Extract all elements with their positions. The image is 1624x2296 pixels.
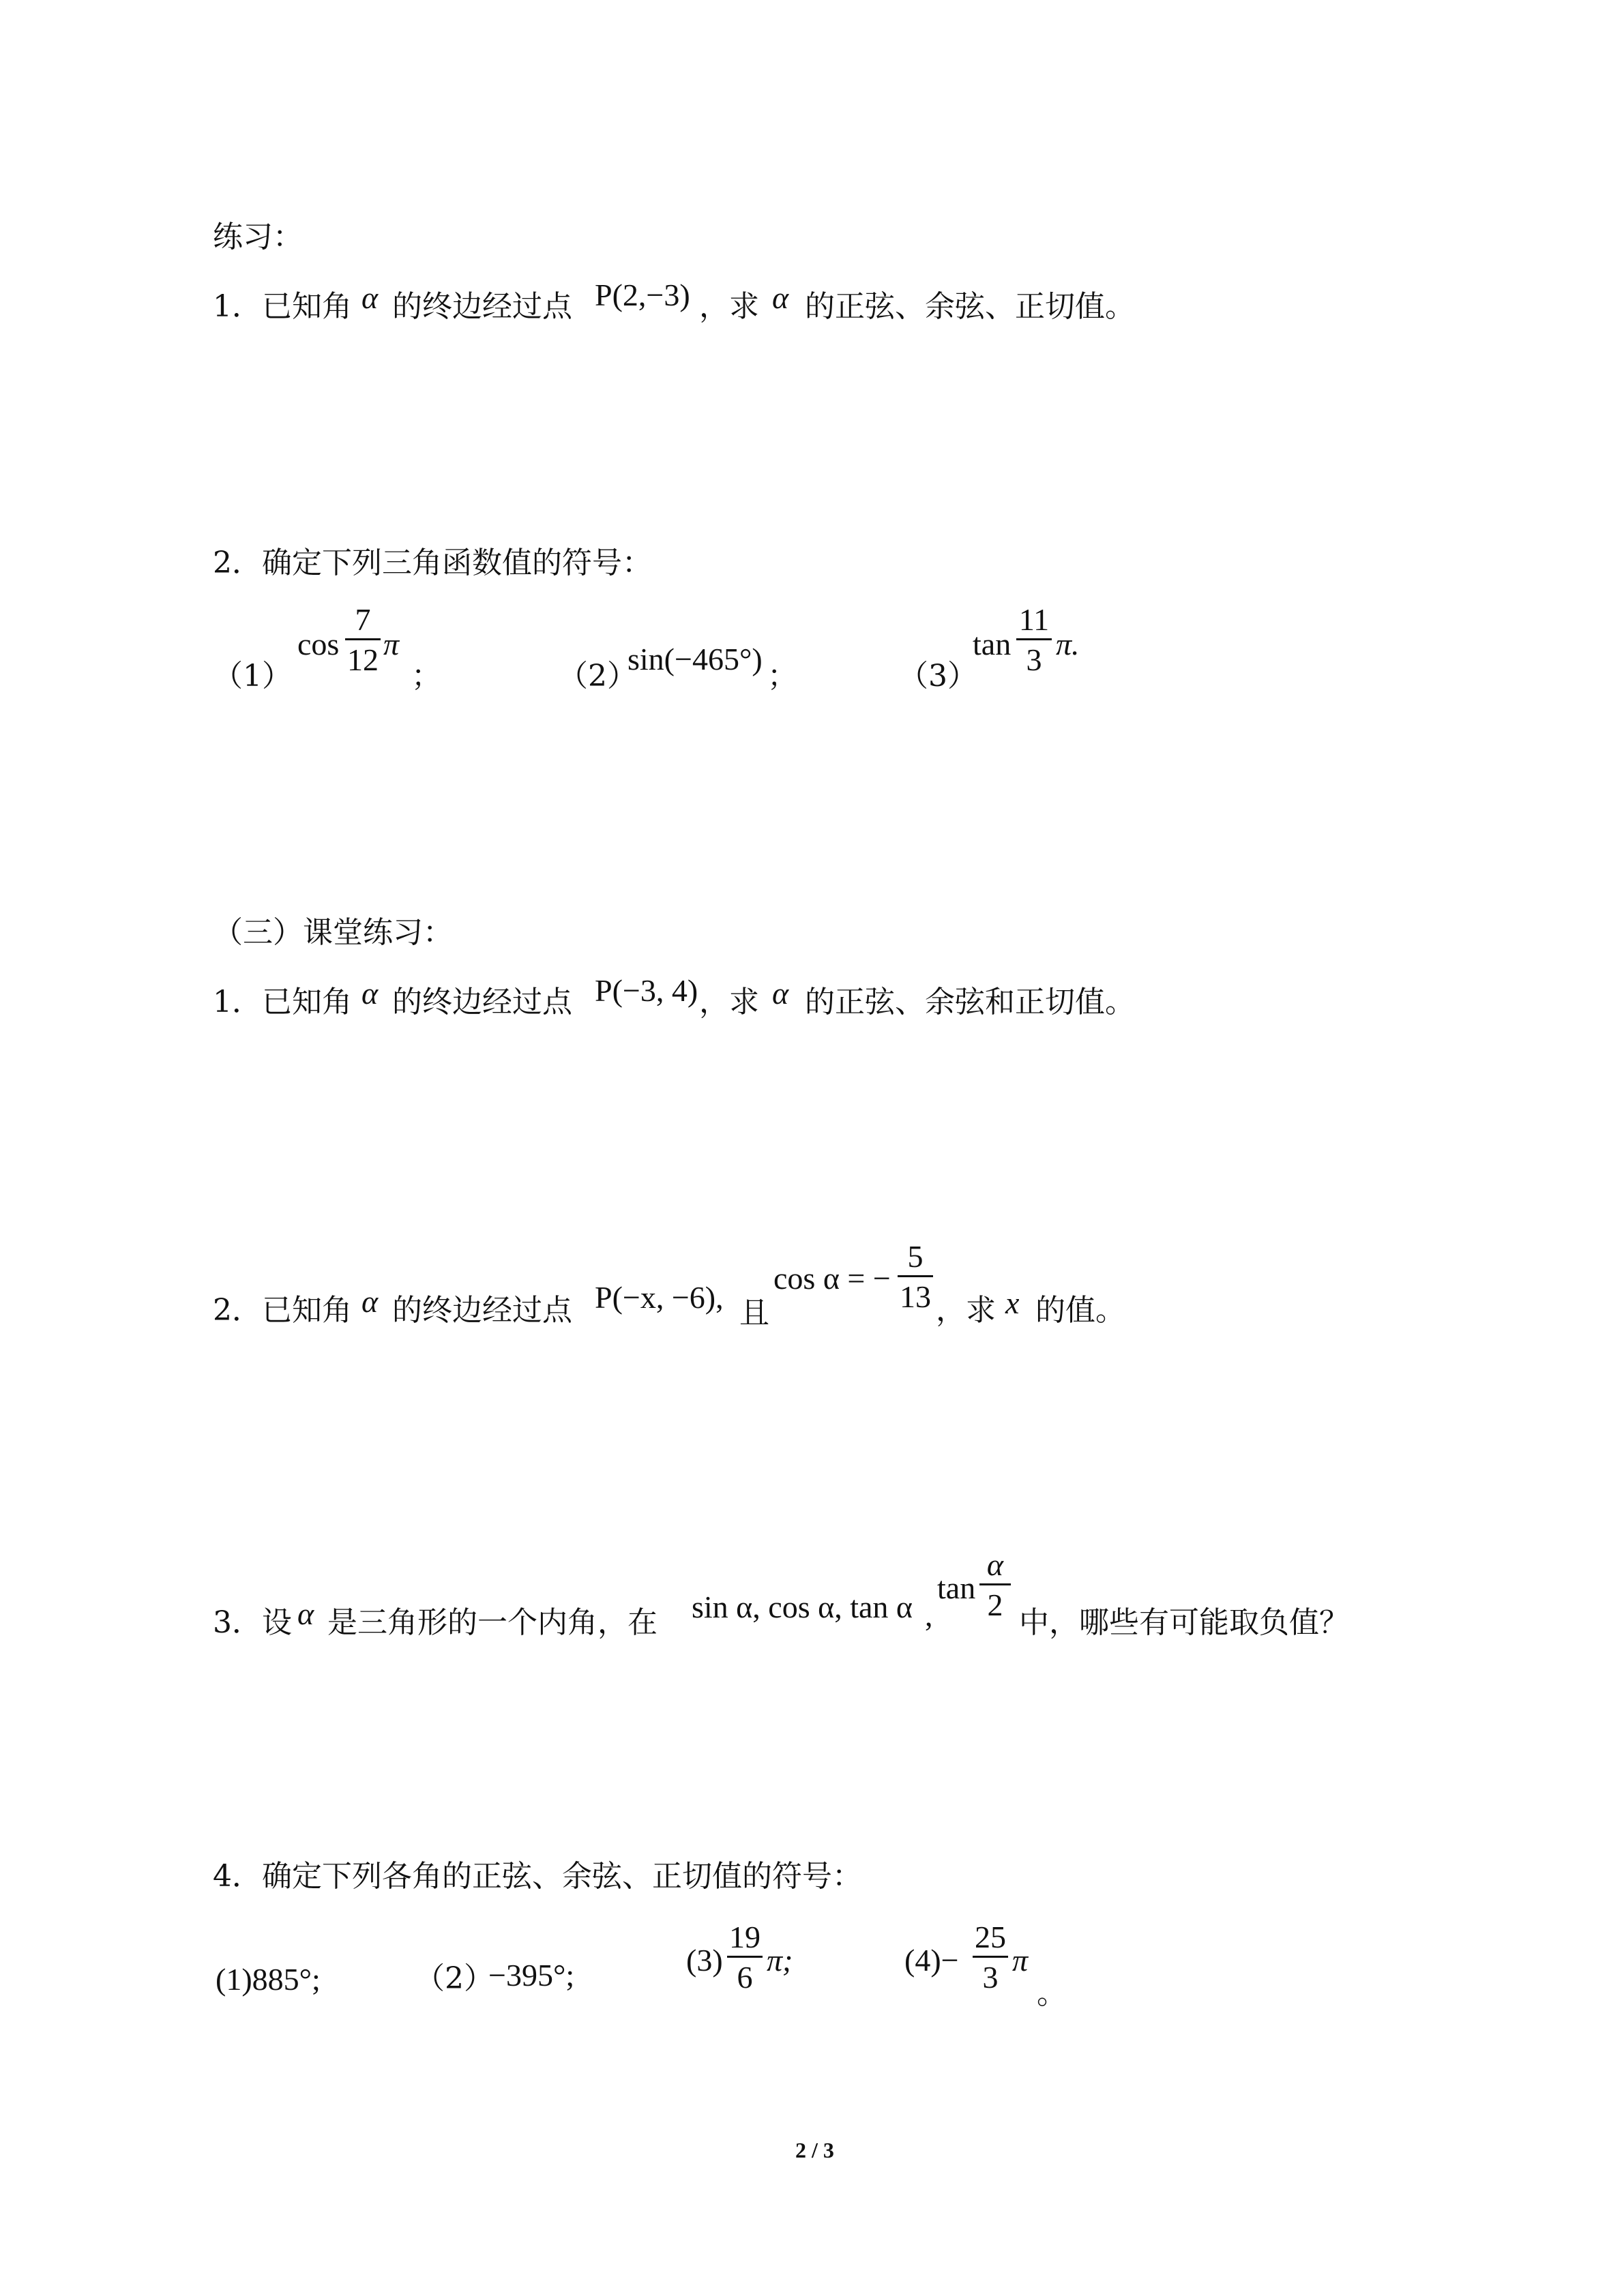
fraction-bar (979, 1583, 1011, 1585)
point-p: P(−3, 4) (595, 973, 698, 1008)
trig-list: sin α, cos α, tan α (692, 1590, 913, 1624)
func-name: cos (297, 627, 340, 661)
separator: ； (767, 659, 797, 694)
fraction (973, 1922, 1008, 1993)
fraction (345, 604, 381, 676)
fraction-numerator: 25 (975, 1920, 1006, 1954)
class-q1-comma: ，求 (699, 985, 759, 1019)
class-q2-mid: 的终边经过点 (392, 1293, 572, 1328)
class-q4-text: 4．确定下列各角的正弦、余弦、正切值的符号： (213, 1859, 862, 1894)
class-q2-prefix: 2．已知角 (213, 1293, 352, 1328)
fraction (1016, 604, 1052, 676)
class-q1-tail: 的正弦、余弦和正切值。 (805, 985, 1135, 1019)
pi-symbol: π (383, 627, 400, 661)
practice-q1-tail: 的正弦、余弦、正切值。 (805, 289, 1135, 324)
fraction-bar (973, 1956, 1008, 1958)
fraction (727, 1922, 763, 1993)
item-label: （2） (558, 659, 637, 694)
pi-symbol: π; (767, 1943, 793, 1978)
class-practice-heading: （三）课堂练习： (213, 915, 453, 950)
alpha-symbol: α (361, 976, 379, 1011)
fraction-numerator: 11 (1018, 602, 1050, 637)
comma: , (925, 1598, 933, 1632)
math-expr: −395°; (488, 1958, 575, 1993)
class-q3-mid: 是三角形的一个内角，在 (327, 1605, 658, 1640)
fraction-denominator: 12 (347, 642, 379, 677)
item-label: (3) (686, 1943, 723, 1978)
math-expr: sin(−465°) (628, 642, 763, 676)
practice-q1-prefix: 1．已知角 (213, 289, 352, 324)
item-label: (1)885°; (216, 1962, 321, 1997)
fraction-bar (1016, 638, 1052, 640)
fraction-denominator: 3 (982, 1960, 999, 1995)
item-label: （3） (898, 659, 977, 694)
func-name: tan (973, 627, 1012, 661)
fraction-bar (898, 1275, 933, 1277)
fraction-denominator: 2 (987, 1587, 1003, 1622)
alpha-symbol: α (772, 280, 789, 315)
page-number: 2 / 3 (795, 2138, 834, 2162)
class-q3-tail: 中，哪些有可能取负值？ (1019, 1605, 1349, 1640)
x-variable: x (1005, 1285, 1020, 1320)
func-name: tan (937, 1570, 976, 1605)
point-p: P(2,−3) (595, 278, 690, 312)
class-q1-prefix: 1．已知角 (213, 985, 352, 1019)
class-q3-prefix: 3．设 (213, 1605, 292, 1640)
item-label: (4)− (904, 1943, 959, 1978)
fraction (898, 1241, 933, 1313)
fraction-bar (345, 638, 381, 640)
class-q2-tail: 的值。 (1035, 1293, 1125, 1328)
alpha-symbol: α (361, 280, 379, 315)
pi-symbol: π. (1056, 627, 1080, 661)
cos-equation: cos α = − (773, 1261, 891, 1296)
alpha-symbol: α (297, 1596, 314, 1631)
fraction-denominator: 3 (1026, 642, 1042, 677)
pi-symbol: π (1012, 1943, 1029, 1978)
fraction-denominator: 6 (737, 1960, 753, 1995)
fraction-denominator: 13 (900, 1279, 931, 1314)
alpha-symbol: α (772, 976, 789, 1011)
practice-heading: 练习： (213, 220, 303, 254)
fraction-bar (727, 1956, 763, 1958)
alpha-symbol: α (361, 1284, 379, 1319)
item-label: （2） (415, 1961, 494, 1996)
separator: ； (411, 659, 441, 694)
practice-q1-comma: ，求 (699, 289, 759, 324)
fraction-numerator: α (986, 1547, 1004, 1582)
fraction-numerator: 7 (355, 602, 371, 637)
practice-q2-text: 2．确定下列三角函数值的符号： (213, 546, 652, 580)
practice-q1-mid: 的终边经过点 (392, 289, 572, 324)
class-q1-mid: 的终边经过点 (392, 985, 572, 1019)
item-label: （1） (213, 659, 292, 694)
class-q2-comma: ，求 (936, 1293, 996, 1328)
point-p: P(−x, −6), (595, 1280, 724, 1315)
fraction-numerator: 19 (729, 1920, 761, 1954)
period: 。 (1037, 1976, 1067, 2011)
and-text: 且 (739, 1296, 769, 1330)
fraction-numerator: 5 (907, 1239, 924, 1274)
fraction (979, 1549, 1011, 1621)
